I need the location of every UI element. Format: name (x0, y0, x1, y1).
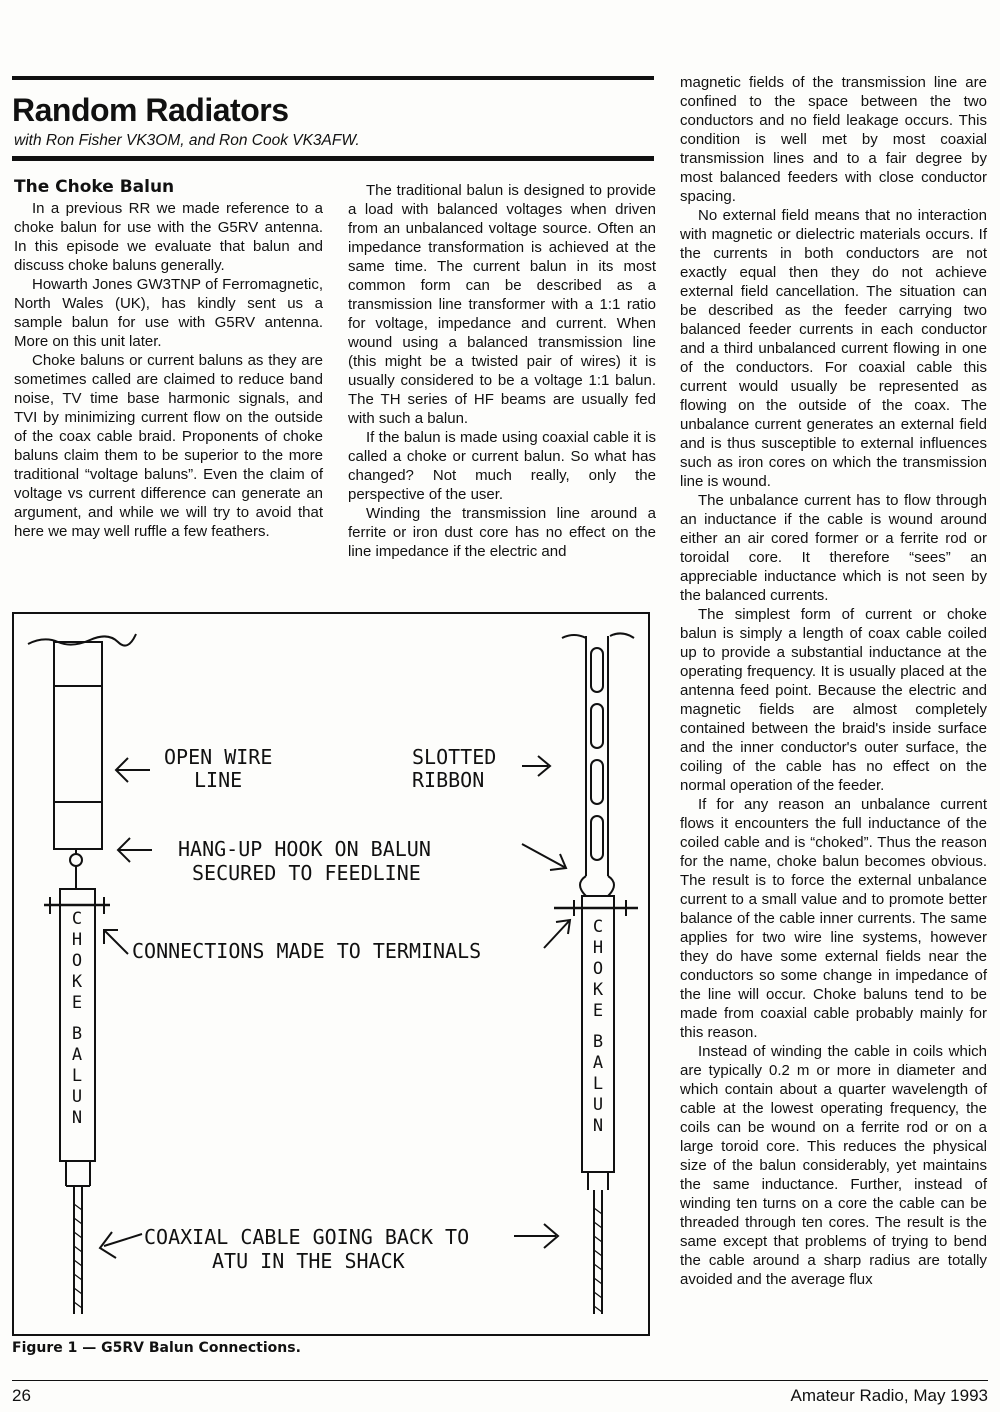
slotted-ribbon (586, 636, 608, 876)
arrow-hook-left (118, 838, 152, 862)
page-number: 26 (12, 1386, 31, 1405)
paragraph: Winding the transmission line around a ferrite or iron dust core has no effect on the line impedance if the electric and (348, 505, 656, 560)
left-hang-up-hook (70, 854, 82, 866)
top-rule (12, 76, 654, 80)
balun-letter: U (592, 1095, 604, 1115)
label-connections: CONNECTIONS MADE TO TERMINALS (132, 939, 482, 963)
arrow-connections-left (104, 930, 128, 954)
balun-letter: E (592, 1001, 604, 1021)
column-title: Random Radiators (12, 92, 289, 128)
paragraph: If for any reason an unbalance current flows it encounters the full inductance of the coiled cable and is “choked”. Thus the reason for the name, choke balun becomes obvious. The result is to force the external unbalance current to a small value and to promote better balance of the cable inner currents. The same applies for two wire line systems, however they do have some external fields near the conductors so some change in impedance of the line will occur. Choke baluns tend to be made from coaxial cable probably mainly for this reason. (680, 796, 987, 1041)
label-open-wire-line: LINE (194, 768, 243, 792)
balun-letter: U (71, 1087, 83, 1107)
balun-letter: C (592, 917, 604, 937)
paragraph: If the balun is made using coaxial cable it is called a choke or current balun. So what has changed? Not much really, only the perspective of the user. (348, 429, 656, 503)
balun-letter: L (592, 1074, 604, 1094)
paragraph: The unbalance current has to flow through an inductance if the cable is wound around either an air cored former or a ferrite rod or toroidal core. It therefore “sees” an appreciable inductance which is not seen by the balanced currents. (680, 492, 987, 604)
balun-letter: B (71, 1024, 83, 1044)
column-2 (348, 181, 656, 561)
header-bottom-rule (12, 156, 654, 161)
balun-letter: A (71, 1045, 83, 1065)
balun-letter: B (592, 1032, 604, 1052)
figure-balun-connections (12, 612, 650, 1336)
arrow-connections-right (544, 920, 570, 948)
balun-letter: C (71, 909, 83, 929)
balun-letter: N (592, 1116, 604, 1136)
balun-letter: H (592, 938, 604, 958)
paragraph: Howarth Jones GW3TNP of Ferromagnetic, North Wales (UK), has kindly sent us a sample balun for use with G5RV antenna. More on this unit later. (14, 276, 323, 350)
right-hang-up-hook (580, 876, 614, 896)
left-antenna-wire (28, 634, 136, 646)
section-heading: The Choke Balun (14, 177, 175, 197)
label-slotted: SLOTTED (412, 745, 497, 769)
balun-letter: K (71, 972, 83, 992)
label-coax-1: COAXIAL CABLE GOING BACK TO (144, 1225, 470, 1249)
byline: with Ron Fisher VK3OM, and Ron Cook VK3AFW. (14, 132, 360, 149)
balun-letter: O (592, 959, 604, 979)
balun-diagram (14, 614, 652, 1338)
paragraph: No external field means that no interaction with magnetic or dielectric materials occurs. If the currents in both conductors are not exactly equal then they do not achieve external field cancellation. The situation can be described as the feeder carrying two balanced feeder currents in each conductor and a third unbalanced current flowing in one of the conductors. For coaxial cable this current would usually be represented as flowing on the outside of the coax. The unbalance current generates an external field and is thus susceptible to external influences such as iron cores on which the transmission line is wound. (680, 207, 987, 490)
balun-letter: E (71, 993, 83, 1013)
paragraph: Instead of winding the cable in coils which are typically 0.2 m or more in diameter and which contain about a quarter wavelength of cable at the lowest operating frequency, the coils can be wound on a ferrite rod or on a large toroid core. This reduces the physical size of the balun considerably, yet maintains the same inductance. Further, instead of winding ten turns on a core the cable can be threaded through ten cores. The result is the same except that problems of trying to bend the cable around a sharp radius are totally avoided and the average flux (680, 1043, 987, 1288)
paragraph: magnetic fields of the transmission line are confined to the space between the two conductors and no field leakage occurs. This condition is well met by most coaxial transmission lines and to a fair degree by most balanced feeders with close conductor spacing. (680, 74, 987, 205)
figure-caption: Figure 1 — G5RV Balun Connections. (12, 1340, 301, 1356)
balun-letter: O (71, 951, 83, 971)
paragraph: Choke baluns or current baluns as they are sometimes called are claimed to reduce band noise, TV time base harmonic signals, and TVI by minimizing current flow on the outside of the coax cable braid. Proponents of choke baluns claim them to be superior to the more traditional “voltage baluns”. Even the claim of voltage vs current difference can generate an argument, and while we will try to avoid that here we may well ruffle a few feathers. (14, 352, 323, 540)
paragraph: The simplest form of current or choke balun is simply a length of coax cable coiled up to provide a substantial inductance at the operating frequency. It is usually placed at the antenna feed point. Because the electric and magnetic fields are almost completely contained between the braid's inside surface and the inner conductor's outer surface, the coiling of the cable has no effect on the normal operation of the feeder. (680, 606, 987, 794)
paragraph: The traditional balun is designed to provide a load with balanced voltages when driven from an unbalanced voltage source. Often an impedance transformation is achieved at the same time. The current balun in its most common form can be described as a transmission line transformer with a 1:1 ratio for voltage, impedance and current. When wound using a balanced transmission line (this might be a twisted pair of wires) it is usually considered to be a voltage 1:1 balun. The TH series of HF beams are usually fed with such a balun. (348, 182, 656, 427)
arrow-open-wire (116, 758, 150, 782)
column-1 (14, 178, 323, 541)
right-antenna-wire (562, 633, 634, 638)
paragraph: In a previous RR we made reference to a choke balun for use with the G5RV antenna. In this episode we evaluate that balun and discuss choke baluns generally. (14, 200, 323, 274)
balun-letter: N (71, 1108, 83, 1128)
open-wire-line (54, 642, 102, 849)
balun-letter: H (71, 930, 83, 950)
label-ribbon: RIBBON (412, 768, 485, 792)
balun-letter: K (592, 980, 604, 1000)
label-hook-1: HANG-UP HOOK ON BALUN (178, 837, 431, 861)
label-coax-2: ATU IN THE SHACK (212, 1249, 405, 1273)
arrow-coax-right (514, 1224, 558, 1248)
arrow-hook-right (522, 844, 566, 870)
arrow-coax-left (100, 1232, 142, 1258)
label-open-wire: OPEN WIRE (164, 745, 273, 769)
column-3 (680, 73, 987, 1289)
magazine-issue: Amateur Radio, May 1993 (790, 1386, 988, 1405)
footer-rule (12, 1380, 988, 1381)
label-hook-2: SECURED TO FEEDLINE (192, 861, 421, 885)
balun-letter: L (71, 1066, 83, 1086)
balun-letter: A (592, 1053, 604, 1073)
arrow-slotted (522, 756, 550, 776)
